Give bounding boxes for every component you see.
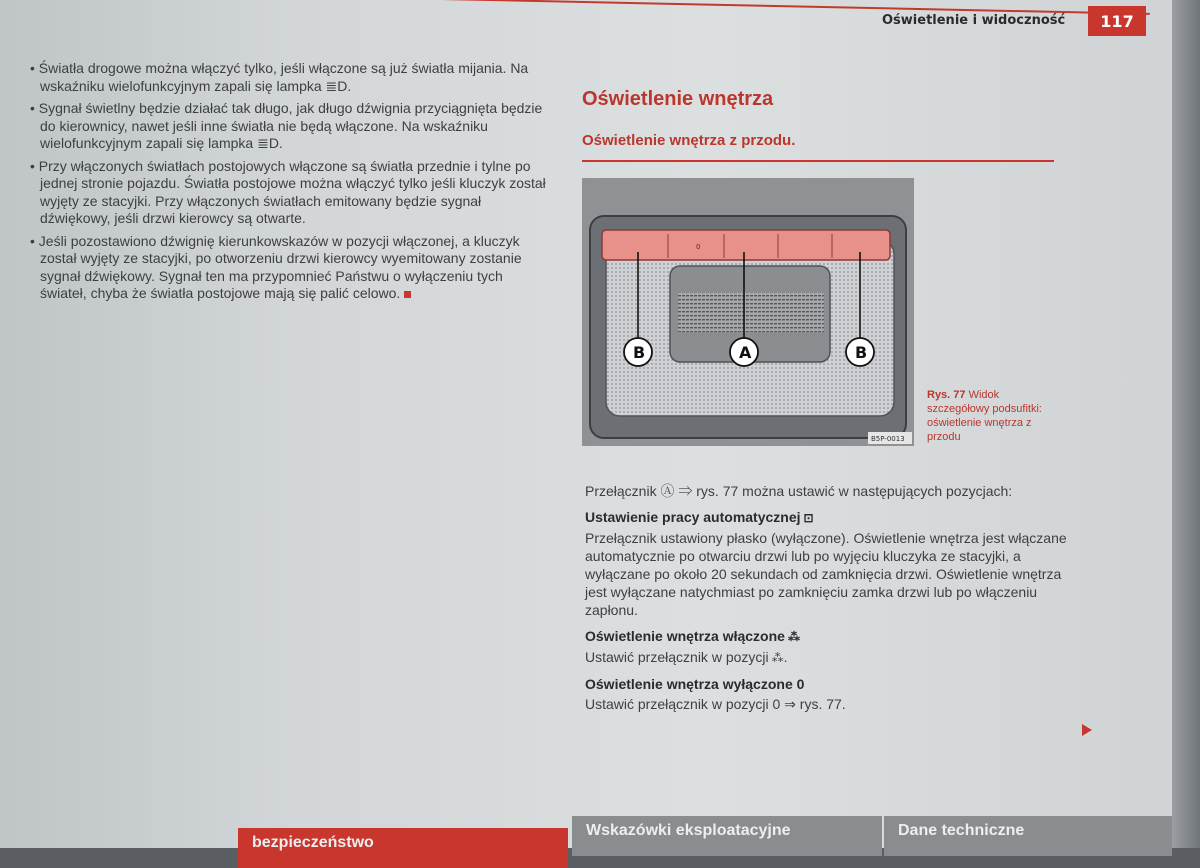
continue-arrow-icon (1082, 724, 1092, 736)
figure-caption-text: Widok szczegółowy podsufitki: oświetlenie wnętrza z przodu (927, 389, 1042, 443)
figure-code: B5P-0013 (871, 435, 905, 443)
running-title: Oświetlenie i widoczność (882, 13, 1066, 28)
auto-mode-text: Przełącznik ustawiony płasko (wyłączone). Oświetlenie wnętrza jest włączane automatycznie po otwarciu drzwi lub po wyjęciu kluczyka ze stacyjki, a wyłączane po około 20 sekundach od zamknięcia drzwi. Oświetlenie wnętrza jest wyłączane natychmiast po zamknięciu zamka drzwi lub po włączeniu zapłonu. (585, 530, 1067, 618)
roof-console-illustration (582, 178, 914, 446)
tab-operating-tips: Wskazówki eksploatacyjne (572, 816, 882, 856)
page-number: 117 (1088, 6, 1146, 36)
bullet-flash-signal: • Sygnał świetlny będzie działać tak długo, jak długo dźwignia przyciągnięta będzie do kierownicy, nawet jeśli inne światła nie będą włączone. Na wskaźniku wielofunkcyjnym zapali się lampka ≣D. (30, 100, 550, 153)
figure-roof-console (582, 178, 914, 446)
end-marker-icon (404, 291, 411, 298)
interior-light-icon: ⁂ (771, 651, 784, 665)
label-b-left: B (633, 343, 646, 362)
tab-technical-data: Dane techniczne (884, 816, 1172, 856)
light-on-text: Ustawić przełącznik w pozycji ⁂. (585, 649, 788, 665)
label-a: A (739, 343, 752, 362)
light-on-heading: Oświetlenie wnętrza włączone ⁂ (585, 628, 800, 644)
switch-zero-label: 0 (696, 243, 701, 251)
door-contact-icon: ⊡ (803, 511, 814, 525)
right-column-text (585, 482, 1075, 721)
label-b-right: B (855, 343, 868, 362)
bullet-high-beam: • Światła drogowe można włączyć tylko, jeśli włączone są już światła mijania. Na wskaźniku wielofunkcyjnym zapali się lampka ≣D. (30, 60, 550, 95)
subsection-title: Oświetlenie wnętrza z przodu. (582, 132, 796, 149)
auto-mode-heading: Ustawienie pracy automatycznej ⊡ (585, 509, 814, 525)
light-off-text: Ustawić przełącznik w pozycji 0 ⇒ rys. 77. (585, 696, 846, 712)
footer-tabs (0, 806, 1172, 851)
light-off-heading: Oświetlenie wnętrza wyłączone 0 (585, 676, 805, 692)
intro-text: Przełącznik Ⓐ ⇒ rys. 77 można ustawić w następujących pozycjach: (585, 483, 1013, 499)
subsection-rule (582, 160, 1054, 162)
bullet-parking-lights: • Przy włączonych światłach postojowych włączone są światła przednie i tylne po jednej stronie pojazdu. Światła postojowe można włączyć tylko jeśli kluczyk został wyjęty ze stacyjki. Przy włączonych światłach emitowany będzie sygnał dźwiękowy, jeśli drzwi kierowcy są otwarte. (30, 158, 550, 228)
section-title: Oświetlenie wnętrza (582, 88, 774, 110)
left-column (30, 60, 550, 308)
interior-light-icon: ⁂ (787, 630, 800, 644)
bullet-turn-signal-warning: • Jeśli pozostawiono dźwignię kierunkowskazów w pozycji włączonej, a kluczyk został wyjęty ze stacyjki, po otworzeniu drzwi kierowcy wyemitowany zostanie sygnał dźwiękowy. Sygnał ten ma przypomnieć Państwu o wyłączeniu tych świateł, chyba że światła postojowe mają się palić celowo. (30, 233, 550, 303)
page-edge (1172, 0, 1200, 848)
figure-ref: Rys. 77 (927, 389, 966, 401)
tab-safety: bezpieczeństwo (238, 828, 568, 868)
figure-caption (927, 388, 1047, 444)
